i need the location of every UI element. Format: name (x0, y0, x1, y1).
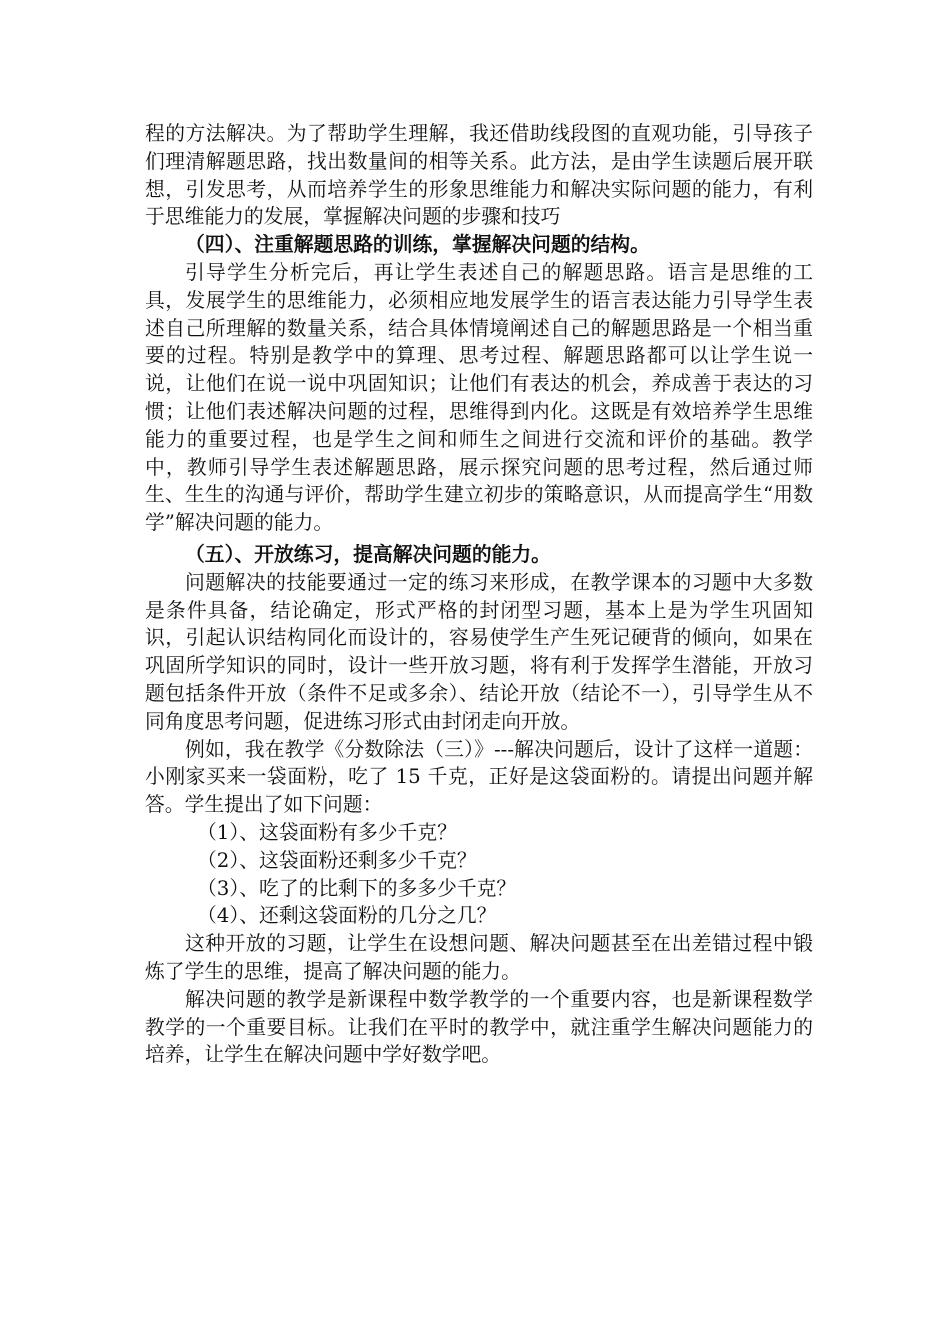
paragraph-continuation: 程的方法解决。为了帮助学生理解，我还借助线段图的直观功能，引导孩子们理清解题思路，找出数量间的相等关系。此方法，是由学生读题后展开联想，引发思考，从而培养学生的形象思维能力和解决实际问题的能力，有利于思维能力的发展，掌握解决问题的步骤和技巧 (145, 122, 813, 229)
section-heading-five: （五）、开放练习，提高解决问题的能力。 (185, 541, 551, 566)
question-item-1: （1）、这袋面粉有多少千克？ (197, 820, 457, 844)
question-item-3: （3）、吃了的比剩下的多多少千克？ (197, 876, 517, 900)
section-heading-four: （四）、注重解题思路的训练，掌握解决问题的结构。 (185, 232, 650, 257)
paragraph-open-practice: 问题解决的技能要通过一定的练习来形成，在教学课本的习题中大多数是条件具备，结论确定，形式严格的封闭型习题，基本上是为学生巩固知识，引起认识结构同化而设计的，容易使学生产生死记硬背的倾向，如果在巩固所学知识的同时，设计一些开放习题，将有利于发挥学生潜能，开放习题包括条件开放（条件不足或多余）、结论开放（结论不一），引导学生从不同角度思考问题，促进练习形式由封闭走向开放。 (145, 570, 813, 733)
paragraph-open-exercise-summary: 这种开放的习题，让学生在设想问题、解决问题甚至在出差错过程中锻炼了学生的思维，提高了解决问题的能力。 (145, 932, 813, 983)
document-page (145, 120, 813, 1069)
paragraph-conclusion: 解决问题的教学是新课程中数学教学的一个重要内容，也是新课程数学教学的一个重要目标。让我们在平时的教学中，就注重学生解决问题能力的培养，让学生在解决问题中学好数学吧。 (145, 987, 813, 1067)
question-item-2: （2）、这袋面粉还剩多少千克？ (197, 848, 477, 872)
question-item-4: （4）、还剩这袋面粉的几分之几？ (197, 904, 497, 928)
paragraph-example: 例如，我在教学《分数除法（三）》---解决问题后，设计了这样一道题：小刚家买来一袋面粉，吃了 15 千克，正好是这袋面粉的。请提出问题并解答。学生提出了如下问题： (145, 737, 813, 817)
paragraph-solving-thinking: 引导学生分析完后，再让学生表述自己的解题思路。语言是思维的工具，发展学生的思维能力，必须相应地发展学生的语言表达能力引导学生表述自己所理解的数量关系，结合具体情境阐述自己的解题思路是一个相当重要的过程。特别是教学中的算理、思考过程、解题思路都可以让学生说一说，让他们在说一说中巩固知识；让他们有表达的机会，养成善于表达的习惯；让他们表述解决问题的过程，思维得到内化。这既是有效培养学生思维能力的重要过程，也是学生之间和师生之间进行交流和评价的基础。教学中，教师引导学生表述解题思路，展示探究问题的思考过程，然后通过师生、生生的沟通与评价，帮助学生建立初步的策略意识，从而提高学生“用数学”解决问题的能力。 (145, 260, 813, 535)
